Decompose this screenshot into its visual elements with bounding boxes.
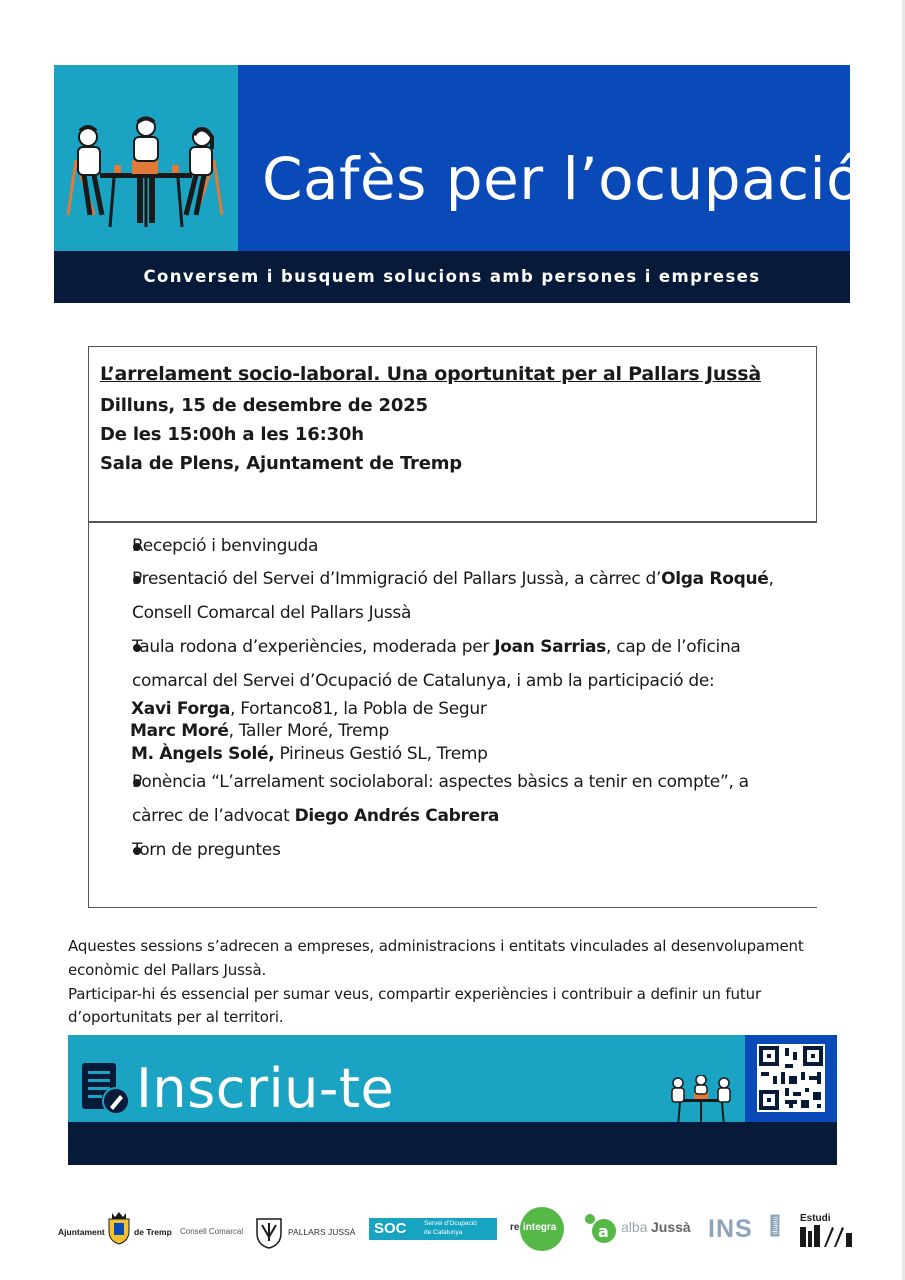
agenda-item-roundtable-line2: comarcal del Servei d’Ocupació de Catalunya, i amb la participació de: [132,671,715,691]
event-place: Sala de Plens, Ajuntament de Tremp [100,453,462,474]
event-info-box [88,346,817,522]
agenda-text: , [768,569,774,589]
logo-reintegra-re: re [510,1222,520,1233]
participant-row [131,744,488,764]
agenda-item-welcome: Recepció i benvinguda [132,536,319,556]
agenda-text: Taula rodona d’experiències, moderada per [132,637,495,657]
register-banner[interactable] [68,1035,837,1165]
logo-ajuntament-text-2: de Tremp [134,1227,172,1237]
logo-consell-text: Consell Comarcal [180,1227,244,1236]
agenda-text: , cap de l’oficina [606,637,741,657]
sponsor-logos [58,1205,858,1255]
pallars-eagle-icon [254,1215,284,1249]
logo-soc-sub2: de Catalunya [424,1229,463,1236]
speaker-name: Olga Roqué [661,569,769,589]
logo-alba-small: alba [621,1219,648,1235]
agenda-text: Presentació del Servei d’Immigració del Pallars Jussà, a càrrec d’ [132,569,662,589]
header-banner [54,65,863,303]
logo-reintegra-text: integra [523,1222,557,1233]
event-date: Dilluns, 15 de desembre de 2025 [100,395,428,416]
alba-logo-icon [584,1213,618,1245]
qr-code-icon[interactable] [757,1044,825,1112]
people-at-table-icon [54,65,238,251]
agenda-box [88,522,817,908]
closing-line-1: Aquestes sessions s’adrecen a empreses, administracions i entitats vinculades al desenvolupament [68,937,804,955]
document-pen-icon [80,1061,132,1117]
estudi-logo-icon [800,1225,854,1247]
participant-detail: Pirineus Gestió SL, Tremp [274,744,488,764]
participant-row [131,699,487,719]
agenda-text: càrrec de l’advocat [132,806,295,826]
logo-soc-text: SOC [374,1220,407,1237]
speaker-name: Diego Andrés Cabrera [294,806,500,826]
people-at-table-icon [664,1075,738,1129]
logo-soc [369,1218,497,1240]
agenda-item-questions: Torn de preguntes [132,840,281,860]
moderator-name: Joan Sarrias [494,637,607,657]
agenda-item-presentation [132,569,774,589]
participant-name: Marc Moré [130,721,229,741]
event-time: De les 15:00h a les 16:30h [100,424,364,445]
participant-name: Xavi Forga [131,699,231,719]
logo-ins-side: tremp [771,1216,779,1235]
logo-ajuntament-text: Ajuntament [58,1227,105,1237]
logo-reintegra [520,1207,564,1251]
participant-detail: , Fortanco81, la Pobla de Segur [230,699,487,719]
logo-pallars-text: PALLARS JUSSÀ [288,1227,356,1237]
participant-detail: , Taller Moré, Tremp [228,721,389,741]
closing-line-2: econòmic del Pallars Jussà. [68,961,267,979]
closing-line-3: Participar-hi és essencial per sumar veus, compartir experiències i contribuir a definir un futur [68,985,761,1003]
logo-alba-big: Jussà [651,1219,691,1235]
agenda-item-roundtable [132,637,741,657]
header-title-band [54,65,863,251]
participant-row [130,721,389,741]
qr-code-panel[interactable] [745,1035,837,1122]
event-title: L’arrelament socio-laboral. Una oportunitat per al Pallars Jussà [100,363,761,385]
logo-estudi-text: Estudi [800,1213,831,1224]
logo-ins: INS [708,1215,753,1243]
page-title: Cafès per l’ocupació [262,145,863,213]
agenda-item-presentation-line2: Consell Comarcal del Pallars Jussà [132,603,412,623]
register-title[interactable]: Inscriu-te [136,1057,395,1120]
tremp-coat-of-arms-icon [106,1211,132,1245]
agenda-item-talk: Ponència “L’arrelament sociolaboral: aspectes bàsics a tenir en compte”, a [132,772,749,792]
closing-line-4: d’oportunitats per al territori. [68,1008,284,1026]
logo-soc-sub1: Servei d’Ocupació [424,1220,477,1227]
participant-name: M. Àngels Solé, [131,744,275,764]
meeting-illustration [54,65,238,251]
svg-text:a: a [598,1222,609,1241]
register-footer-band [68,1122,837,1165]
register-band [68,1035,837,1122]
agenda-item-talk-line2 [132,806,499,826]
page-subtitle: Conversem i busquem solucions amb persones i empreses [54,251,850,303]
